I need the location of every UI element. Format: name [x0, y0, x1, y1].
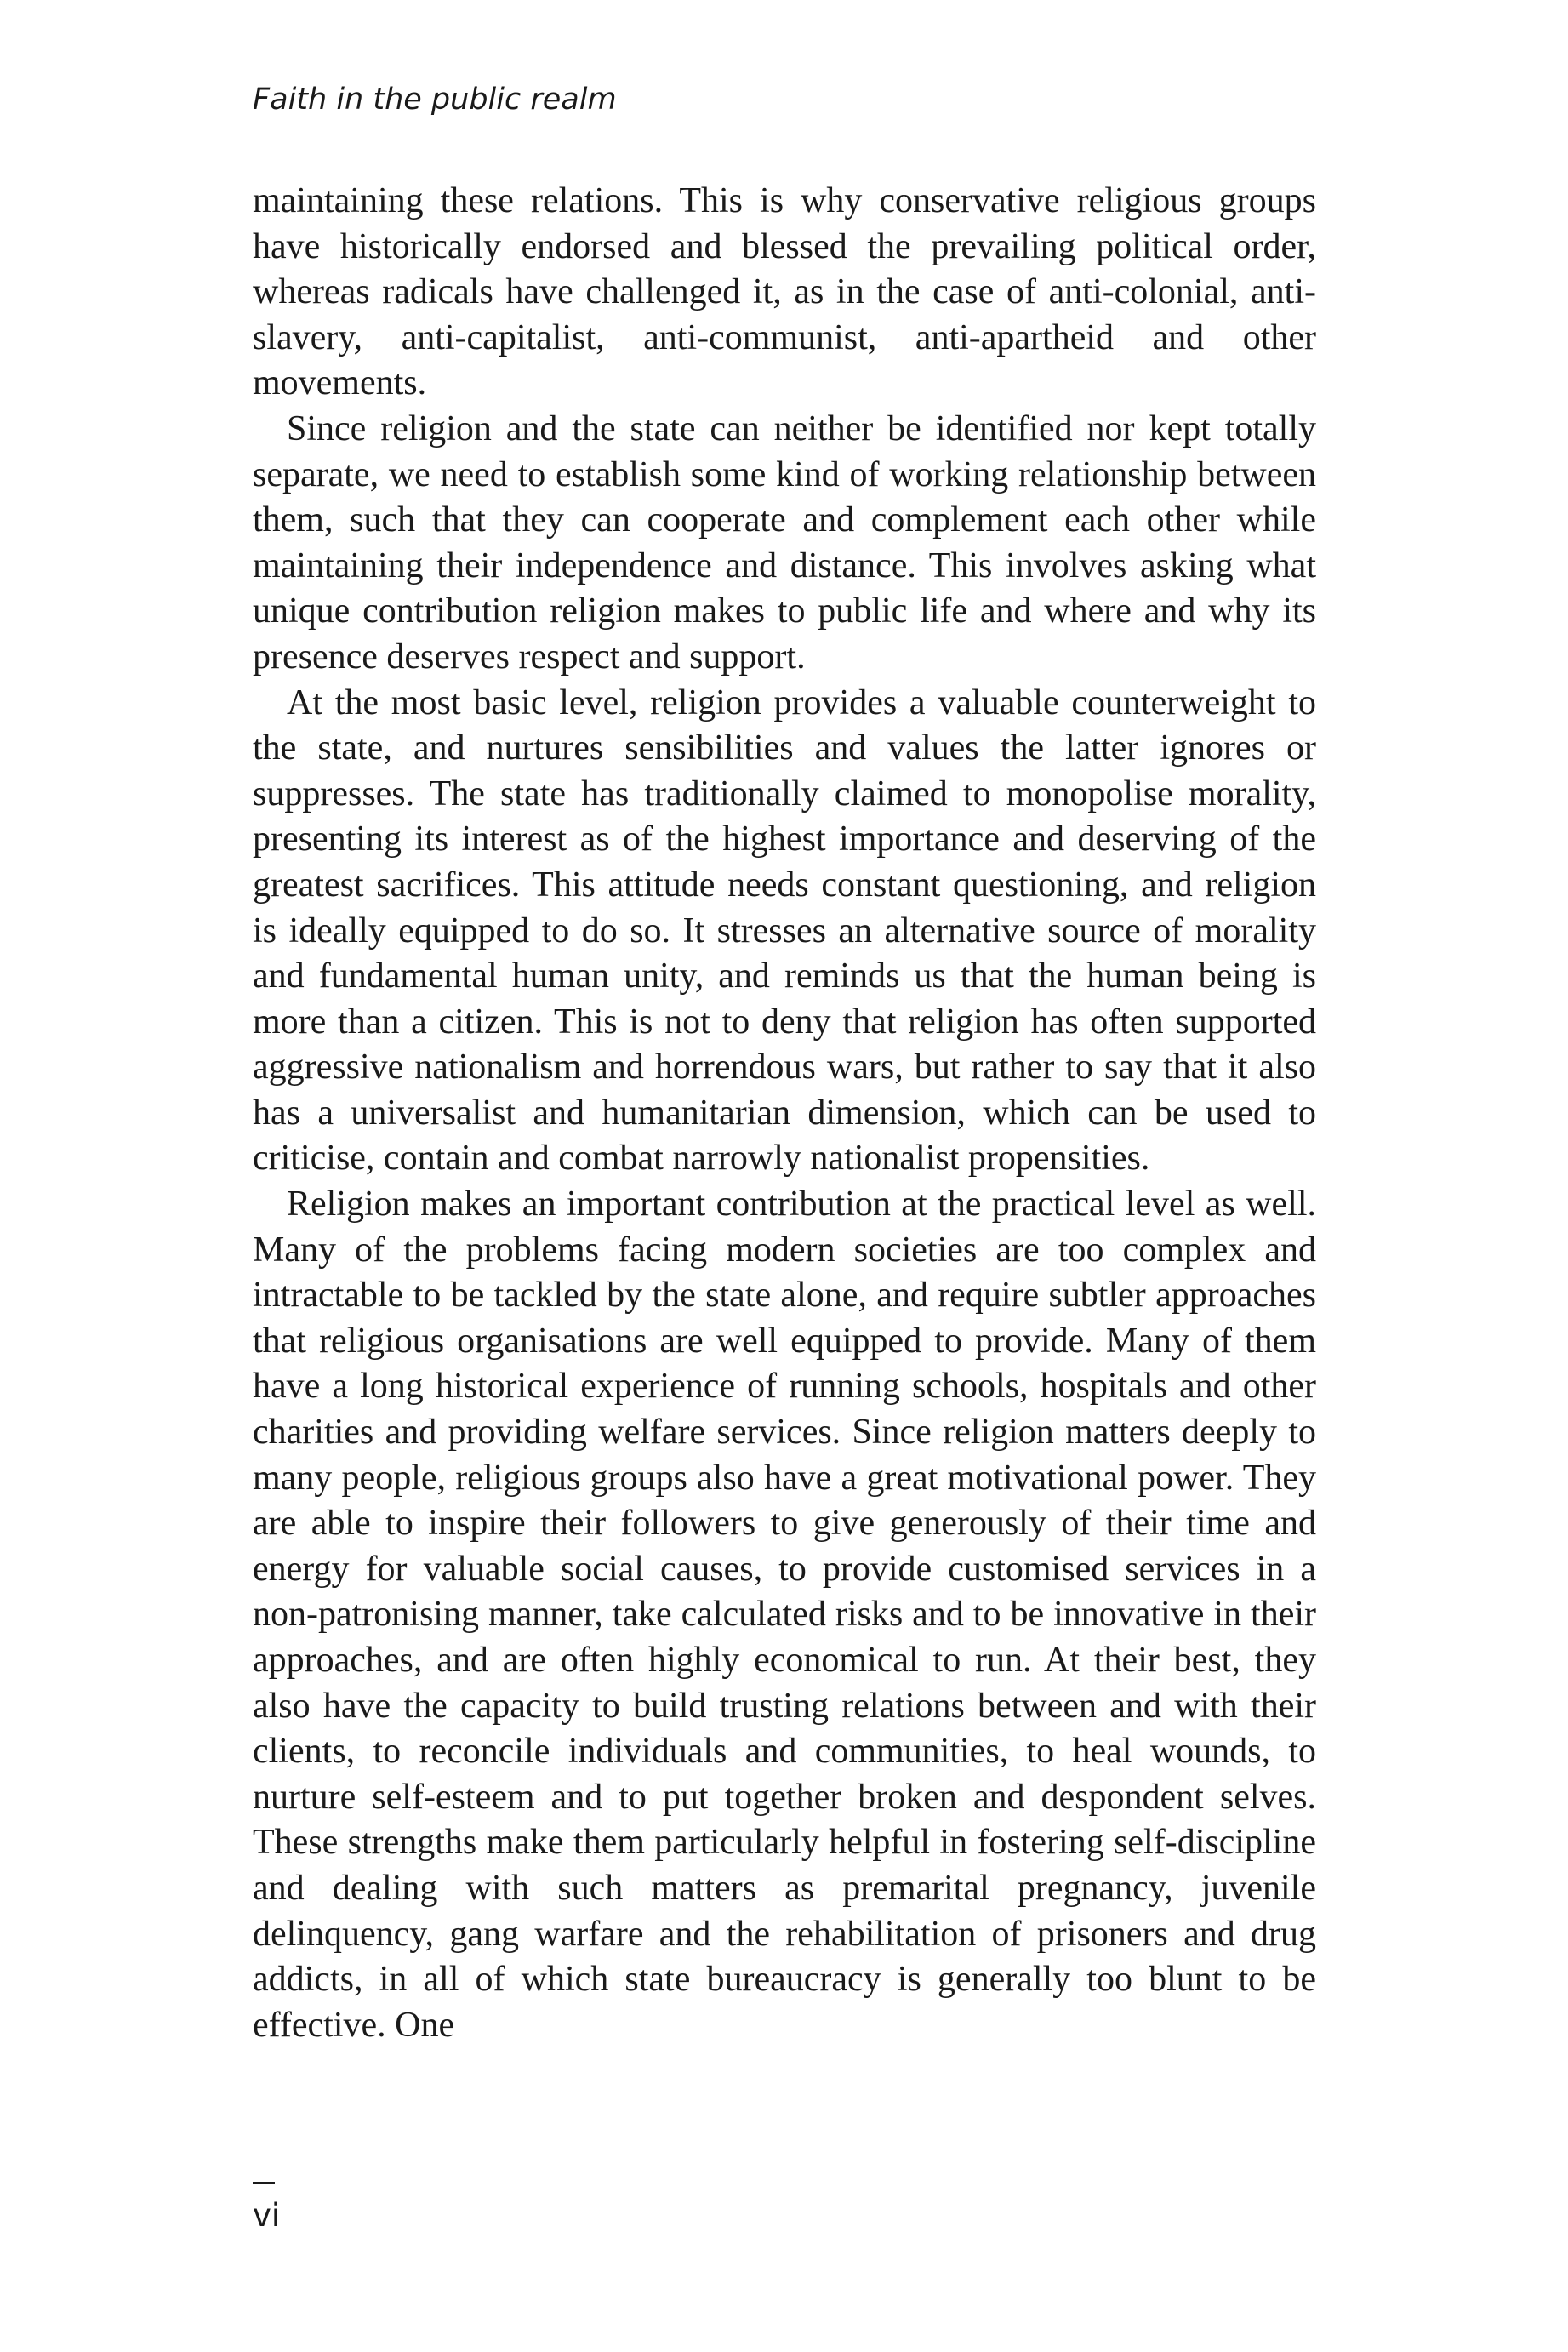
- paragraph-1: maintaining these relations. This is why conservative religious groups have historically endorsed and blessed the prevailing political order, whereas radicals have challenged it, as in the case of anti-colonial, anti-slavery, anti-capitalist, anti-communist, anti-apartheid and other movements.: [253, 181, 1316, 403]
- paragraph-3: At the most basic level, religion provides a valuable counterweight to the state, and nurtures sensibilities and values the latter ignores or suppresses. The state has traditionally claimed to monopolise morality, presenting its interest as of the highest importance and deserving of the greatest sacrifices. This attitude needs constant questioning, and religion is ideally equipped to do so. It stresses an alternative source of morality and fundamental human unity, and reminds us that the human being is more than a citizen. This is not to deny that religion has often supported aggressive nationalism and horrendous wars, but rather to say that it also has a universalist and humanitarian dimension, which can be used to criticise, contain and combat narrowly nationalist propensities.: [253, 682, 1316, 1179]
- paragraph-4: Religion makes an important contribution at the practical level as well. Many of the problems facing modern societies are too complex and intractable to be tackled by the state alone, and require subtler approaches that religious organisations are well equipped to provide. Many of them have a long historical experience of running schools, hospitals and other charities and providing welfare services. Since religion matters deeply to many people, religious groups also have a great motivational power. They are able to inspire their followers to give generously of their time and energy for valuable social causes, to provide customised services in a non-patronising manner, take calculated risks and to be innovative in their approaches, and are often highly economical to run. At their best, they also have the capacity to build trusting relations between and with their clients, to reconcile individuals and communities, to heal wounds, to nurture self-esteem and to put together broken and despondent selves. These strengths make them particularly helpful in fostering self-discipline and dealing with such matters as premarital pregnancy, juvenile delinquency, gang warfare and the rehabilitation of prisoners and drug addicts, in all of which state bureaucracy is generally too blunt to be effective. One: [253, 1185, 1316, 2045]
- folio-rule: [253, 2182, 275, 2184]
- main-text-column: [253, 179, 1316, 2048]
- paragraph-2: Since religion and the state can neither be identified nor kept totally separate, we need to establish some kind of working relationship between them, such that they can cooperate and complement each other while maintaining their independence and distance. This involves asking what unique contribution religion makes to public life and where and why its presence deserves respect and support.: [253, 408, 1316, 676]
- running-head-title: Faith in the public realm: [253, 83, 617, 117]
- page-number: vi: [253, 2197, 281, 2234]
